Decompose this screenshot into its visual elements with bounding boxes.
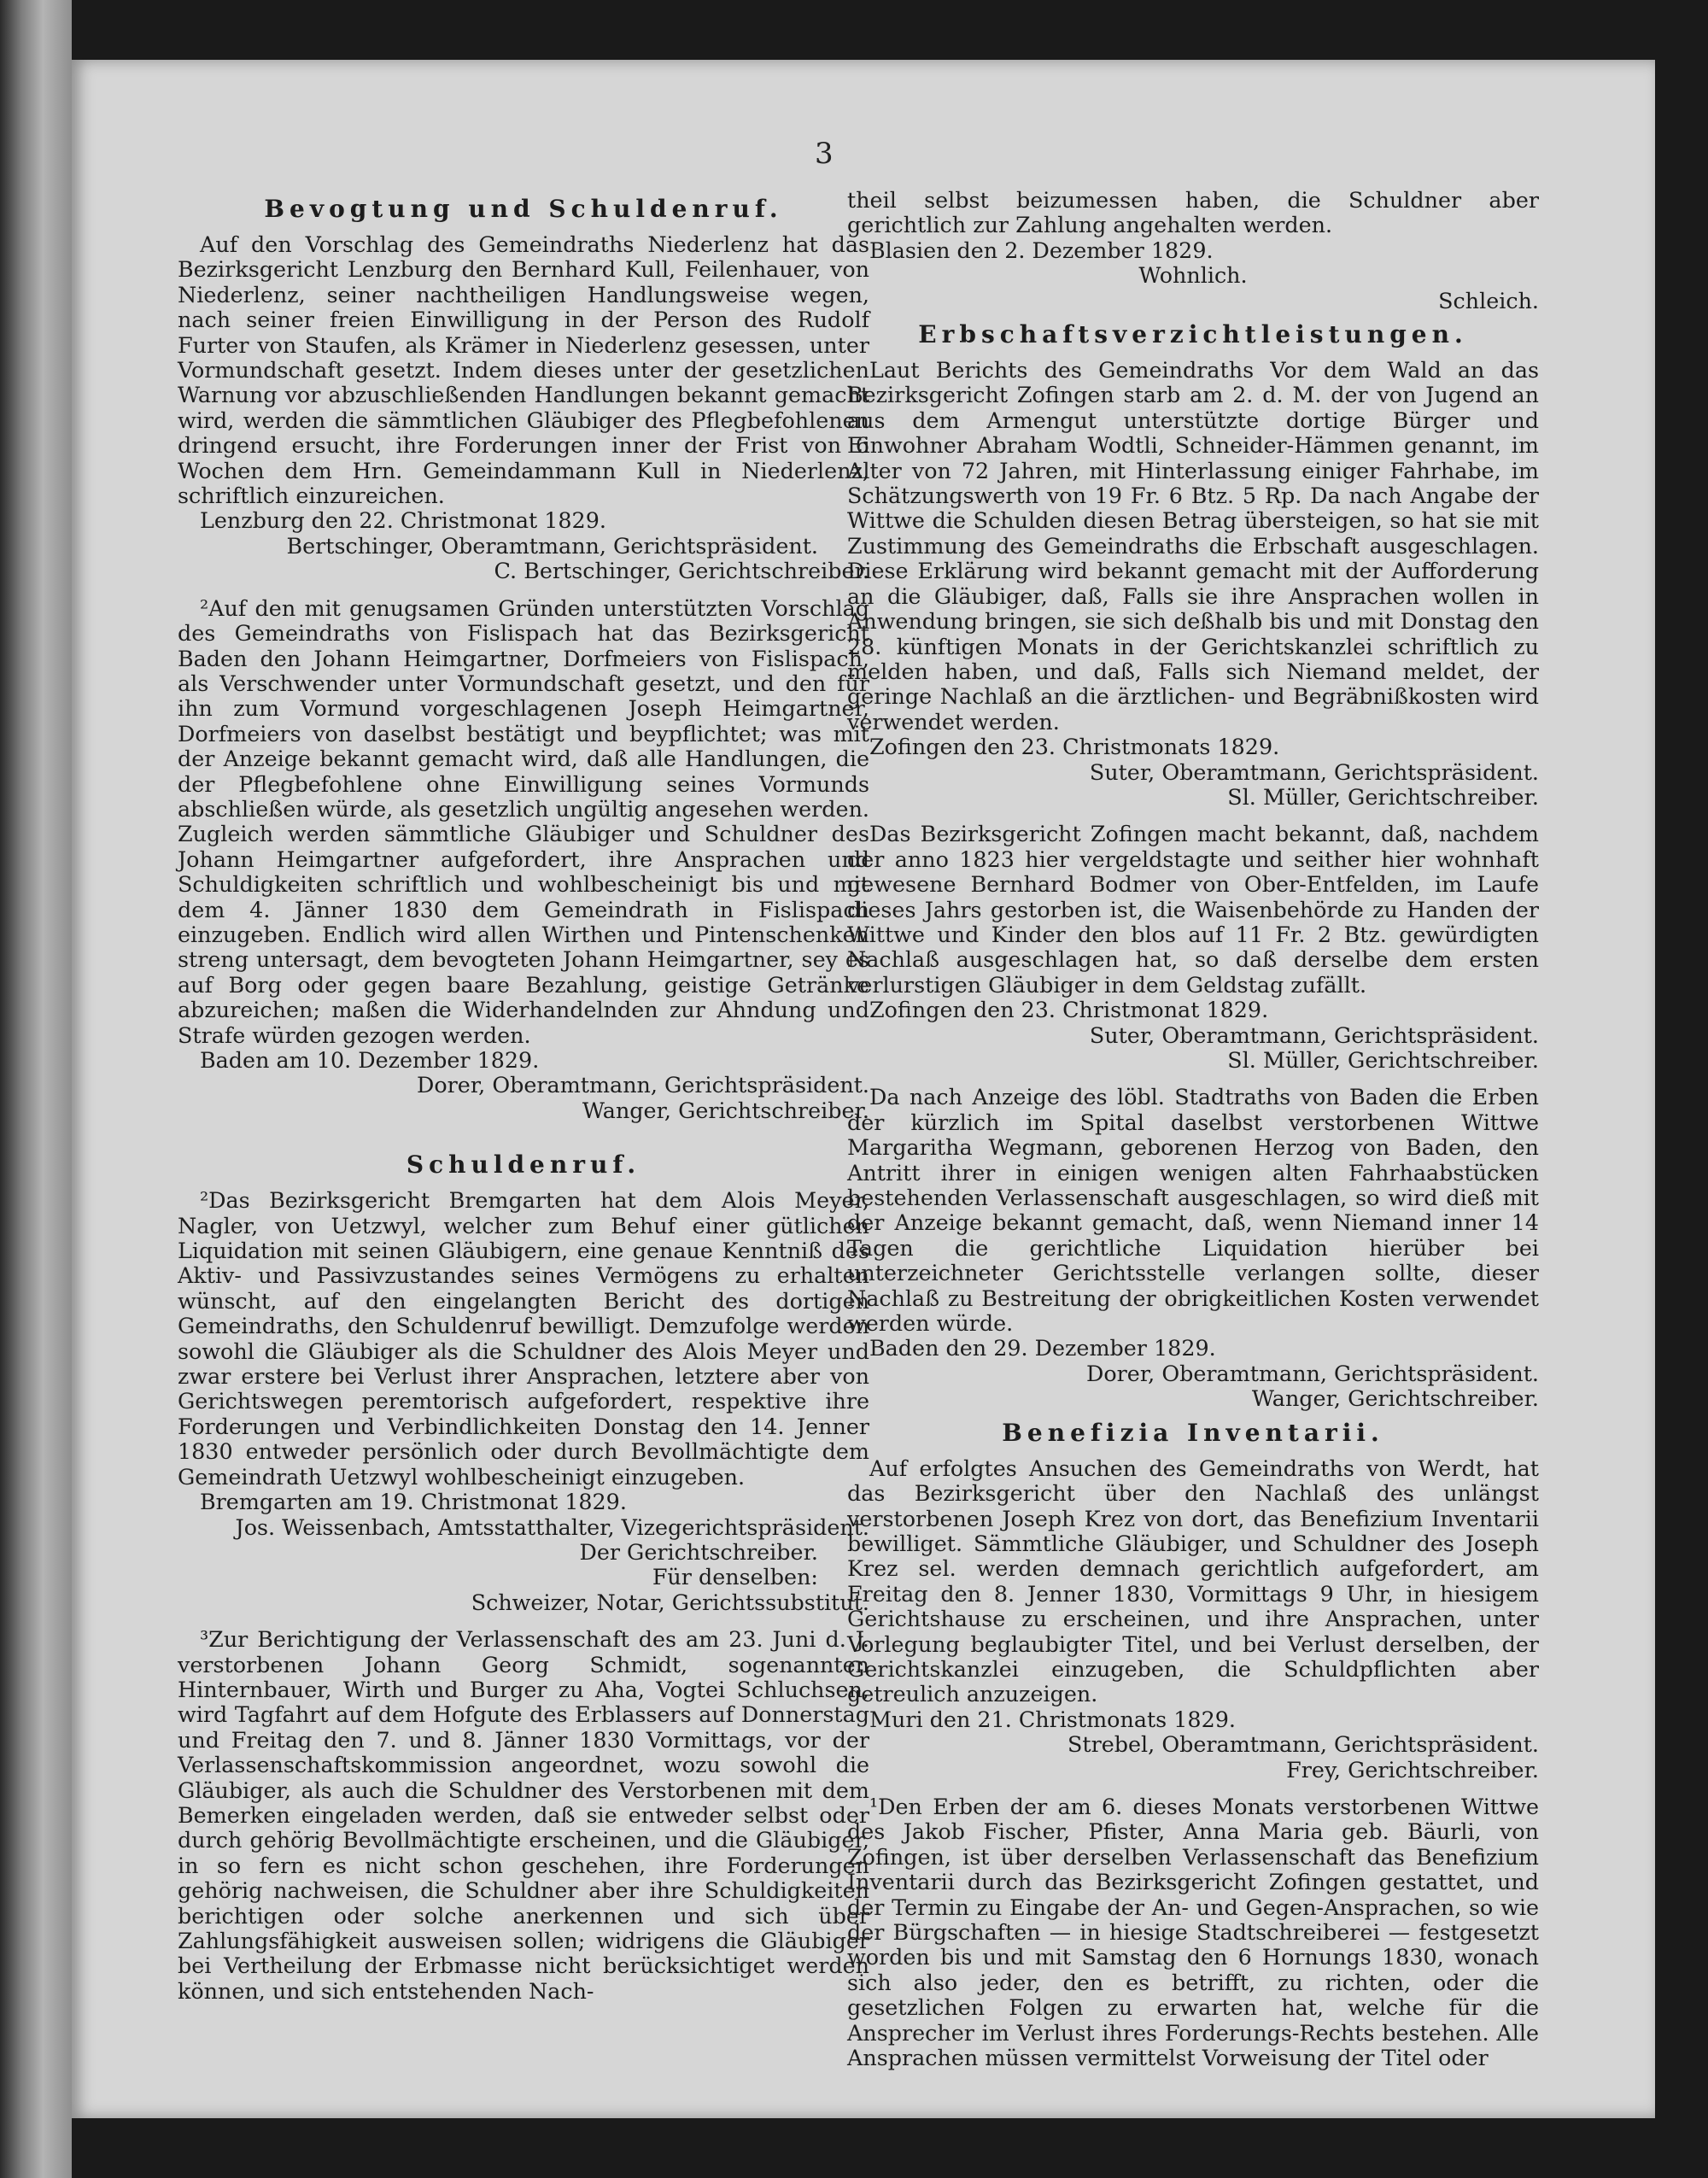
notice-signature: Für denselben: bbox=[652, 1564, 818, 1590]
notice-signature: Dorer, Oberamtmann, Gerichtspräsident. bbox=[1086, 1360, 1539, 1386]
notice-date: Zofingen den 23. Christmonat 1829. bbox=[869, 997, 1269, 1023]
notice-signature: Wohnlich. bbox=[1138, 262, 1248, 289]
notice-signature: Sl. Müller, Gerichtschreiber. bbox=[1227, 783, 1539, 810]
notice-signature: C. Bertschinger, Gerichtschreiber. bbox=[494, 558, 869, 584]
section-heading-benefizia: Benefizia Inventarii. bbox=[1002, 1418, 1384, 1447]
newspaper-page bbox=[72, 60, 1655, 2118]
page-number: 3 bbox=[815, 137, 834, 171]
notice-wegmann: Da nach Anzeige des löbl. Stadtraths von Baden die Erben der kürzlich im Spital daselbst verstorbenen Wittwe Margaritha Wegmann, geborenen Herzog von Baden, den Antritt ihrer in einigen wenigen alten Fahrhaabstücken bestehenden Verlassenschaft ausgeschlagen, so wird dieß mit der Anzeige bekannt gemacht, daß, wenn Niemand inner 14 Tagen die gerichtliche Liquidation hierüber bei unterzeichneter Gerichtsstelle verlangen sollte, dieser Nachlaß zu Bestreitung der obrigkeitlichen Kosten verwendet werden würde. bbox=[847, 1084, 1539, 1337]
notice-signature: Schweizer, Notar, Gerichtssubstitut. bbox=[471, 1589, 869, 1615]
notice-signature: Wanger, Gerichtschreiber. bbox=[582, 1097, 869, 1123]
notice-signature: Suter, Oberamtmann, Gerichtspräsident. bbox=[1089, 1022, 1539, 1048]
notice-date: Muri den 21. Christmonats 1829. bbox=[869, 1706, 1236, 1732]
notice-signature: Jos. Weissenbach, Amtsstatthalter, Vizegerichtspräsident. bbox=[235, 1513, 869, 1540]
notice-kull: Auf den Vorschlag des Gemeindraths Niederlenz hat das Bezirksgericht Lenzburg den Bernhard Kull, Feilenhauer, von Niederlenz, seiner nachtheiligen Handlungsweise wegen, nach seiner freien Einwilligung in der Person des Rudolf Furter von Staufen, als Krämer in Niederlenz gesessen, unter Vormundschaft gesetzt. Indem dieses unter der gesetzlichen Warnung vor abzuschließenden Handlungen bekannt gemacht wird, werden die sämmtlichen Gläubiger des Pflegbefohlenen dringend ersucht, ihre Forderungen inner der Frist von 6 Wochen dem Hrn. Gemeindammann Kull in Niederlenz, schriftlich einzureichen. bbox=[178, 231, 869, 509]
notice-signature: Wanger, Gerichtschreiber. bbox=[1251, 1385, 1539, 1412]
book-spine bbox=[0, 0, 72, 2178]
notice-date: Baden den 29. Dezember 1829. bbox=[869, 1335, 1216, 1361]
notice-signature: Dorer, Oberamtmann, Gerichtspräsident. bbox=[417, 1072, 869, 1098]
notice-schmidt: ³Zur Berichtigung der Verlassenschaft des am 23. Juni d. J. verstorbenen Johann Georg Schmidt, sogenannten Hinternbauer, Wirth und Burger zu Aha, Vogtei Schluchsen, wird Tagfahrt auf dem Hofgute des Erblassers auf Donnerstag und Freitag den 7. und 8. Jänner 1830 Vormittags, vor der Verlassenschaftskommission angeordnet, wozu sowohl die Gläubiger, als auch die Schuldner des Verstorbenen mit dem Bemerken eingeladen werden, daß sie entweder selbst oder durch gehörig Bevollmächtigte erscheinen, und die Gläubiger, in so fern es nicht schon geschehen, ihre Forderungen gehörig nachweisen, die Schuldner aber ihre Schuldigkeiten berichtigen oder solche anerkennen und sich über Zahlungsfähigkeit ausweisen sollen; widrigens die Gläubiger bei Vertheilung der Erbmasse nicht berücksichtiget werden können, und sich entstehenden Nach- bbox=[178, 1626, 869, 2004]
notice-date: Blasien den 2. Dezember 1829. bbox=[869, 237, 1214, 263]
section-heading-erbschaft: Erbschaftsverzichtleistungen. bbox=[918, 320, 1468, 349]
notice-meyer: ²Das Bezirksgericht Bremgarten hat dem Alois Meyer, Nagler, von Uetzwyl, welcher zum Behuf einer gütlichen Liquidation mit seinen Gläubigern, eine genaue Kenntniß des Aktiv- und Passivzustandes seines Vermögens zu erhalten wünscht, auf den eingelangten Bericht des dortigen Gemeindraths, den Schuldenruf bewilligt. Demzufolge werden sowohl die Gläubiger als die Schuldner des Alois Meyer und zwar erstere bei Verlust ihrer Ansprachen, letztere aber von Gerichtswegen peremtorisch aufgefordert, respektive ihre Forderungen und Verbindlichkeiten Donstag den 14. Jenner 1830 entweder persönlich oder durch Bevollmächtigte dem Gemeindrath Uetzwyl wohlbescheinigt einzugeben. bbox=[178, 1187, 869, 1490]
notice-bodmer: Das Bezirksgericht Zofingen macht bekannt, daß, nachdem der anno 1823 hier vergeldstagte und seither hier wohnhaft gewesene Bernhard Bodmer von Ober-Entfelden, im Laufe dieses Jahrs gestorben ist, die Waisenbehörde zu Handen der Wittwe und Kinder den blos auf 11 Fr. 2 Btz. gewürdigten Nachlaß ausgeschlagen hat, so daß derselbe dem ersten verlurstigen Gläubiger in dem Geldstag zufällt. bbox=[847, 821, 1539, 998]
notice-krez: Auf erfolgtes Ansuchen des Gemeindraths von Werdt, hat das Bezirksgericht über den Nachlaß des unlängst verstorbenen Joseph Krez von dort, das Benefizium Inventarii bewilliget. Sämmtliche Gläubiger, und Schuldner des Joseph Krez sel. werden demnach gerichtlich aufgefordert, am Freitag den 8. Jenner 1830, Vormittags 9 Uhr, in hiesigem Gerichtshause zu erscheinen, und ihre Ansprachen, unter Vorlegung beglaubigter Titel, und bei Verlust derselben, der Gerichtskanzlei einzugeben, die Schuldpflichten aber getreulich anzuzeigen. bbox=[847, 1455, 1539, 1707]
notice-signature: Strebel, Oberamtmann, Gerichtspräsident. bbox=[1068, 1731, 1539, 1758]
notice-wodtli: Laut Berichts des Gemeindraths Vor dem Wald an das Bezirksgericht Zofingen starb am 2. d. M. der von Jugend an aus dem Armengut unterstützte dortige Bürger und Einwohner Abraham Wodtli, Schneider-Hämmen genannt, im Alter von 72 Jahren, mit Hinterlassung einiger Fahrhabe, im Schätzungswerth von 19 Fr. 6 Btz. 5 Rp. Da nach Angabe der Wittwe die Schulden diesen Betrag übersteigen, so hat sie mit Zustimmung des Gemeindraths die Erbschaft ausgeschlagen. Diese Erklärung wird bekannt gemacht mit der Aufforderung an die Gläubiger, daß, Falls sie ihre Ansprachen wollen in Anwendung bringen, sie sich deßhalb bis und mit Donstag den 28. künftigen Monats in der Gerichtskanzlei schriftlich zu melden haben, und daß, Falls sich Niemand meldet, der geringe Nachlaß an die ärztlichen- und Begräbnißkosten wird verwendet werden. bbox=[847, 357, 1539, 735]
left-column bbox=[178, 188, 869, 2004]
notice-signature: Bertschinger, Oberamtmann, Gerichtspräsident. bbox=[286, 532, 818, 559]
notice-continuation: theil selbst beizumessen haben, die Schuldner aber gerichtlich zur Zahlung angehalten werden. bbox=[847, 187, 1539, 238]
notice-date: Bremgarten am 19. Christmonat 1829. bbox=[200, 1489, 627, 1515]
right-column bbox=[847, 188, 1539, 2070]
notice-heimgartner: ²Auf den mit genugsamen Gründen unterstützten Vorschlag des Gemeindraths von Fislispach hat das Bezirksgericht Baden den Johann Heimgartner, Dorfmeiers von Fislispach, als Verschwender unter Vormundschaft gesetzt, und den für ihn zum Vormund vorgeschlagenen Joseph Heimgartner, Dorfmeiers von daselbst bestätigt und beypflichtet; was mit der Anzeige bekannt gemacht wird, daß alle Handlungen, die der Pflegbefohlene ohne Einwilligung seines Vormunds abschließen würde, als gesetzlich ungültig angesehen werden. Zugleich werden sämmtliche Gläubiger und Schuldner des Johann Heimgartner aufgefordert, ihre Ansprachen und Schuldigkeiten schriftlich und wohlbescheinigt bis und mit dem 4. Jänner 1830 dem Gemeindrath in Fislispach einzugeben. Endlich wird allen Wirthen und Pintenschenken streng untersagt, dem bevogteten Johann Heimgartner, sey es auf Borg oder gegen baare Bezahlung, geistige Getränke abzureichen; maßen die Widerhandelnden zur Ahndung und Strafe würden gezogen werden. bbox=[178, 594, 869, 1048]
notice-signature: Schleich. bbox=[1438, 287, 1539, 313]
notice-signature: Frey, Gerichtschreiber. bbox=[1286, 1756, 1539, 1783]
notice-signature: Der Gerichtschreiber. bbox=[579, 1538, 818, 1565]
section-heading-schuldenruf: Schuldenruf. bbox=[406, 1150, 641, 1180]
notice-signature: Suter, Oberamtmann, Gerichtspräsident. bbox=[1089, 758, 1539, 785]
section-heading-bevogtung: Bevogtung und Schuldenruf. bbox=[264, 195, 783, 223]
notice-signature: Sl. Müller, Gerichtschreiber. bbox=[1227, 1047, 1539, 1073]
notice-date: Zofingen den 23. Christmonats 1829. bbox=[869, 734, 1280, 760]
notice-fischer: ¹Den Erben der am 6. dieses Monats verstorbenen Wittwe des Jakob Fischer, Pfister, Anna Maria geb. Bäurli, von Zofingen, ist über derselben Verlassenschaft das Benefizium Inventarii durch das Bezirksgericht Zofingen gestattet, und der Termin zu Eingabe der An- und Gegen-Ansprachen, so wie der Bürgschaften — in hiesige Stadtschreiberei — festgesetzt worden bis und mit Samstag den 6 Hornungs 1830, wonach sich also jeder, den es betrifft, zu richten, oder die gesetzlichen Folgen zu erwarten hat, welche für die Ansprecher im Verlust ihres Forderungs-Rechts bestehen. Alle Ansprachen müssen vermittelst Vorweisung der Titel oder bbox=[847, 1793, 1539, 2071]
notice-date: Baden am 10. Dezember 1829. bbox=[200, 1047, 540, 1073]
notice-date: Lenzburg den 22. Christmonat 1829. bbox=[200, 507, 606, 534]
